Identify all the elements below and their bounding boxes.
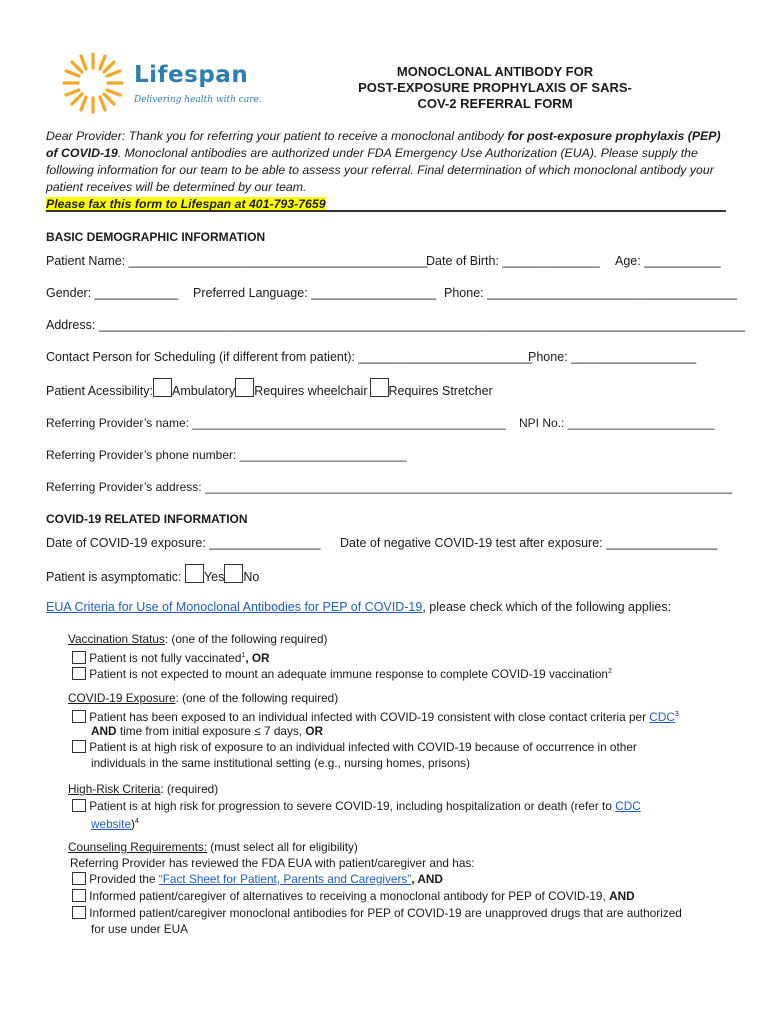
patient-name-field[interactable]: Patient Name: ___________________________________________	[46, 254, 428, 268]
logo-tagline: Delivering health with care.	[134, 95, 262, 105]
highrisk-label-row: High-Risk Criteria: (required)	[68, 782, 219, 796]
highrisk-item-1: Patient is at high risk for progression to severe COVID-19, including hospitalization or death (refer to CDC	[72, 798, 641, 815]
section-heading-demographic: BASIC DEMOGRAPHIC INFORMATION	[46, 230, 266, 244]
cdc-close-contact-link[interactable]: CDC	[649, 709, 675, 724]
not-vaccinated-checkbox[interactable]	[72, 651, 86, 664]
cdc-website-link[interactable]: website	[91, 816, 131, 831]
divider	[46, 210, 726, 212]
exposure-item-2: Patient is at high risk of exposure to an individual infected with COVID-19 because of occurrence in other	[72, 739, 637, 756]
institutional-exposure-checkbox[interactable]	[72, 740, 86, 753]
counseling-item-1: Provided the “Fact Sheet for Patient, Parents and Caregivers”, AND	[72, 871, 443, 888]
eua-criteria-link[interactable]: EUA Criteria for Use of Monoclonal Antibodies for PEP of COVID-19	[46, 600, 423, 614]
counseling-item-2: Informed patient/caregiver of alternatives to receiving a monoclonal antibody for PEP of COVID-19, AND	[72, 888, 635, 905]
close-contact-checkbox[interactable]	[72, 710, 86, 723]
negative-test-field[interactable]: Date of negative COVID-19 test after exposure: ________________	[340, 536, 718, 550]
highrisk-item-1-line2: website)$^4$	[91, 816, 139, 831]
contact-person-field[interactable]: Contact Person for Scheduling (if different from patient): _________________________	[46, 350, 533, 364]
logo-wordmark: Lifespan	[134, 62, 249, 88]
exposure-label-row: COVID-19 Exposure: (one of the following required)	[68, 691, 339, 705]
age-field[interactable]: Age: ___________	[615, 254, 721, 268]
cdc-highrisk-link[interactable]: CDC	[615, 799, 641, 813]
referring-phone-field[interactable]: Referring Provider’s phone number: _________________________	[46, 448, 407, 462]
vaccination-item-1: Patient is not fully vaccinated$^1$, OR	[72, 648, 270, 666]
wheelchair-checkbox[interactable]	[235, 378, 254, 397]
vaccination-item-2: Patient is not expected to mount an adequate immune response to complete COVID-19 vaccination$^2$	[72, 664, 612, 682]
form-title: MONOCLONAL ANTIBODY FOR POST-EXPOSURE PROPHYLAXIS OF SARS- COV-2 REFERRAL FORM	[358, 64, 632, 111]
dob-field[interactable]: Date of Birth: ______________	[426, 254, 600, 268]
exposure-date-field[interactable]: Date of COVID-19 exposure: ________________	[46, 536, 321, 550]
gender-field[interactable]: Gender: ____________	[46, 286, 179, 300]
high-risk-checkbox[interactable]	[72, 799, 86, 812]
referring-address-field[interactable]: Referring Provider’s address: _______________________________________________________________________________	[46, 480, 733, 494]
phone-field[interactable]: Phone: ____________________________________	[444, 286, 738, 300]
counseling-intro: Referring Provider has reviewed the FDA EUA with patient/caregiver and has:	[70, 856, 475, 870]
language-field[interactable]: Preferred Language: __________________	[193, 286, 437, 300]
npi-field[interactable]: NPI No.: ______________________	[519, 416, 715, 430]
accessibility-row: Patient Acessibility: Ambulatory Requires wheelchair Requires Stretcher	[46, 378, 493, 398]
ambulatory-checkbox[interactable]	[153, 378, 172, 397]
section-heading-covid: COVID-19 RELATED INFORMATION	[46, 512, 248, 526]
exposure-item-1-line2: AND time from initial exposure ≤ 7 days, OR	[91, 724, 324, 738]
contact-phone-field[interactable]: Phone: __________________	[528, 350, 697, 364]
intro-paragraph: Dear Provider: Thank you for referring your patient to receive a monoclonal antibody for post-exposure prophylaxis (PEP) of COVID-19. Monoclonal antibodies are authorized under FDA Emergency Use Authorization (EUA). Please supply the following information for our team to be able to assess your referral. Final determination of which monoclonal antibody your patient receives will be determined by our team. Please fax this form to Lifespan at 401-793-7659	[46, 129, 721, 211]
fact-sheet-checkbox[interactable]	[72, 872, 86, 885]
fax-instruction: Please fax this form to Lifespan at 401-793-7659	[46, 197, 326, 211]
sun-icon	[60, 50, 126, 116]
counseling-label-row: Counseling Requirements: (must select all for eligibility)	[68, 840, 358, 854]
referring-name-field[interactable]: Referring Provider’s name: _______________________________________________	[46, 416, 506, 430]
unapproved-drugs-checkbox[interactable]	[72, 906, 86, 919]
eua-row: EUA Criteria for Use of Monoclonal Antibodies for PEP of COVID-19, please check which of the following applies:	[46, 600, 672, 614]
asymptomatic-row: Patient is asymptomatic: Yes No	[46, 564, 259, 584]
alternatives-checkbox[interactable]	[72, 889, 86, 902]
asymptomatic-no-checkbox[interactable]	[224, 564, 243, 583]
stretcher-checkbox[interactable]	[370, 378, 389, 397]
exposure-item-2-line2: individuals in the same institutional setting (e.g., nursing homes, prisons)	[91, 756, 471, 770]
fact-sheet-link[interactable]: “Fact Sheet for Patient, Parents and Caregivers”	[158, 872, 412, 886]
counseling-item-3-line2: for use under EUA	[91, 922, 189, 936]
counseling-item-3: Informed patient/caregiver monoclonal antibodies for PEP of COVID-19 are unapproved drugs that are authorized	[72, 905, 682, 922]
address-field[interactable]: Address: _____________________________________________________________________________________________	[46, 318, 746, 332]
vaccination-label-row: Vaccination Status: (one of the following required)	[68, 632, 328, 646]
asymptomatic-yes-checkbox[interactable]	[185, 564, 204, 583]
inadequate-response-checkbox[interactable]	[72, 667, 86, 680]
exposure-item-1: Patient has been exposed to an individual infected with COVID-19 consistent with close contact criteria per CDC$^3$	[72, 707, 679, 725]
